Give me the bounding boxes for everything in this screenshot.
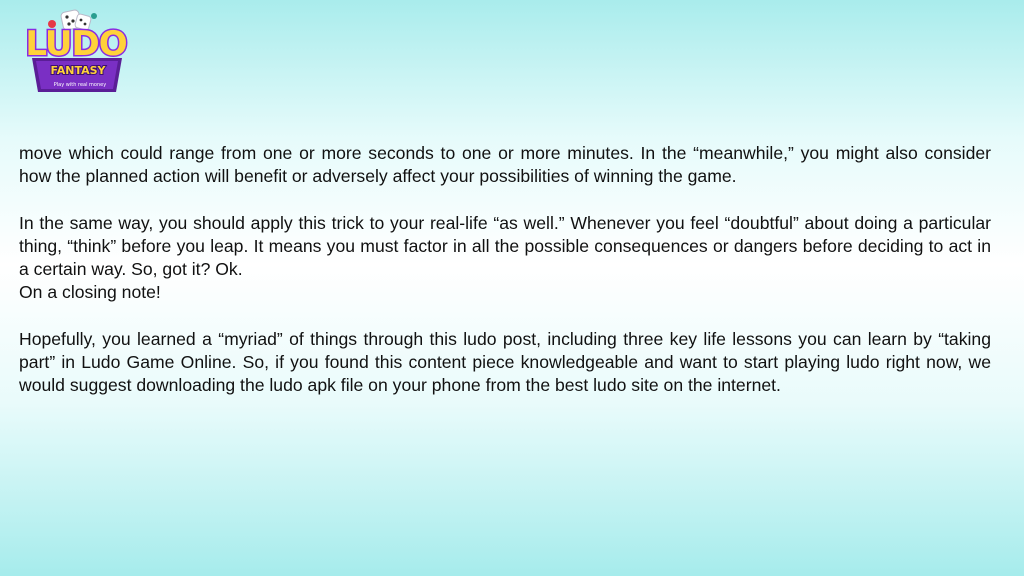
svg-text:FANTASY: FANTASY xyxy=(50,64,106,77)
paragraph-3: Hopefully, you learned a “myriad” of things through this ludo post, including three key life lessons you can learn by “taking part” in Ludo Game Online. So, if you found this content piece knowledgeable and want to start playing ludo right now, we would suggest downloading the ludo apk file on your phone from the best ludo site on the internet. xyxy=(19,328,991,395)
paragraph-spacer xyxy=(19,188,991,211)
ludo-fantasy-logo xyxy=(18,8,134,100)
article-body xyxy=(19,142,991,397)
paragraph-spacer xyxy=(19,304,991,327)
svg-text:LUDO: LUDO xyxy=(25,24,127,64)
paragraph-1: move which could range from one or more seconds to one or more minutes. In the “meanwhile,” you might also consider how the planned action will benefit or adversely affect your possibilities of winning the game. xyxy=(19,143,991,187)
paragraph-2: In the same way, you should apply this trick to your real-life “as well.” Whenever you feel “doubtful” about doing a particular thing, “think” before you leap. It means you must factor in all the possible consequences or dangers before deciding to act in a certain way. So, got it? Ok. xyxy=(19,212,991,279)
closing-note-heading: On a closing note! xyxy=(19,282,161,303)
svg-text:Play with real money: Play with real money xyxy=(53,82,107,88)
